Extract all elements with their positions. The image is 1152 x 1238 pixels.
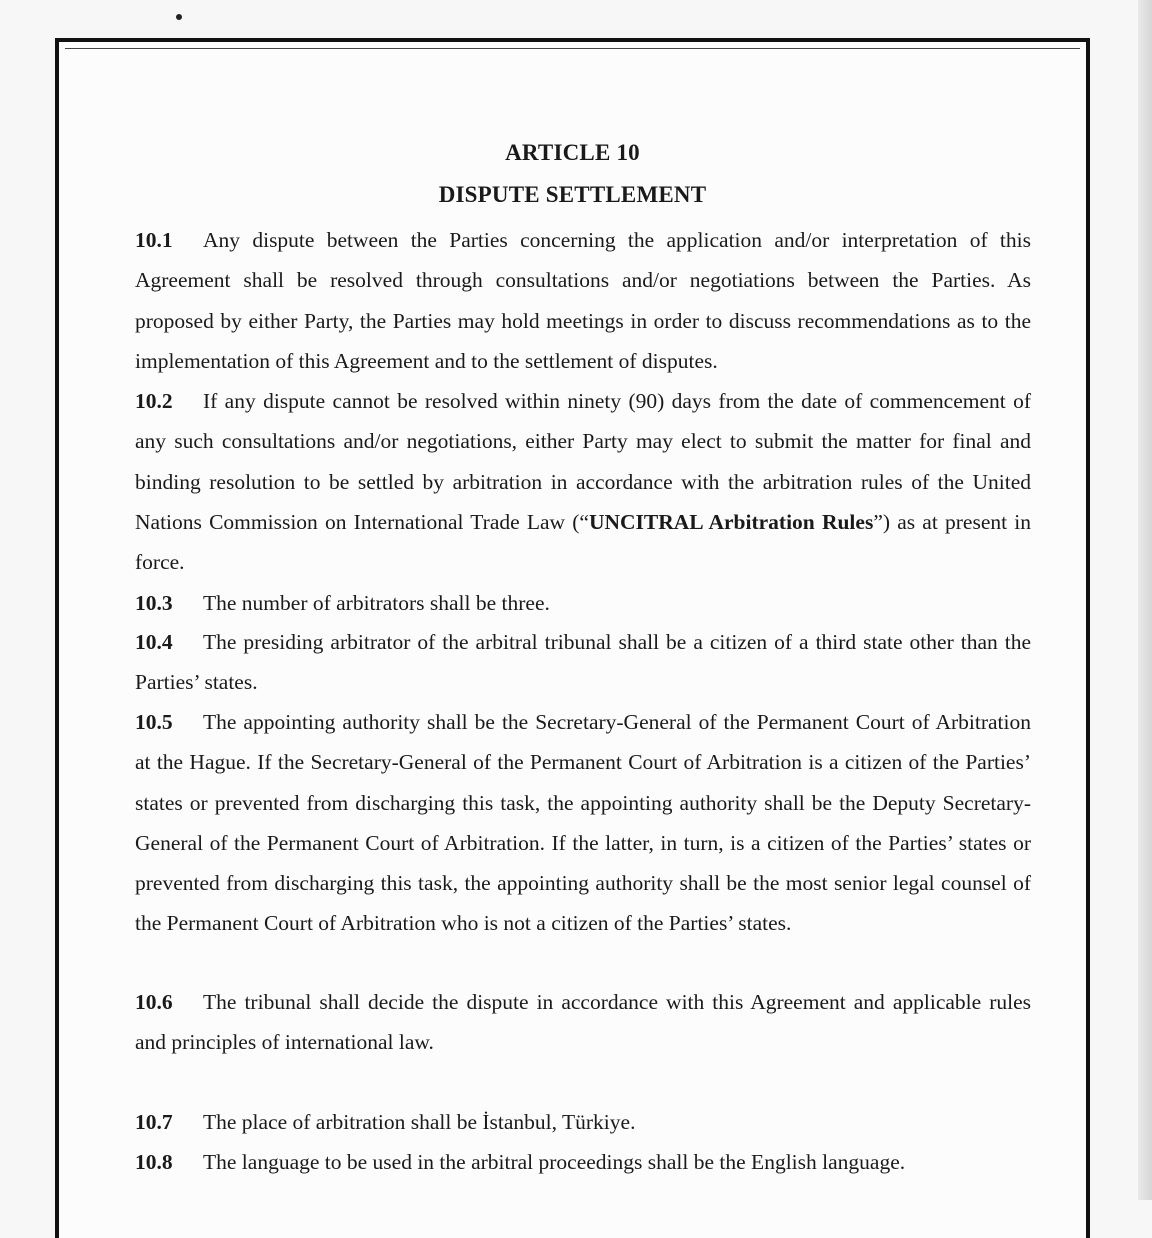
article-subtitle: DISPUTE SETTLEMENT (438, 182, 707, 207)
clause-text: The number of arbitrators shall be three. (203, 591, 550, 615)
article-title: ARTICLE 10 (505, 140, 640, 165)
clause-text: ”) as at present in force. (135, 509, 1031, 575)
clause-defined-term: UNCITRAL Arbitration Rules (588, 509, 874, 534)
clause-text: If any dispute cannot be resolved within ninety (90) days from the date of commencement of any such consultations and/or negotiations, either Party may elect to submit the matter for final and binding resolution to be settled by arbitration in accordance with the arbitration rules of the United Nations Commission on International Trade Law (“ (135, 389, 1031, 534)
clause-10-2 (135, 381, 1031, 582)
clause-text: The language to be used in the arbitral proceedings shall be the English language. (203, 1150, 906, 1174)
scan-edge (1138, 0, 1152, 1200)
clause-10-8 (135, 1142, 1031, 1182)
clause-number: 10.6 (135, 990, 173, 1014)
clause-10-3 (135, 583, 1031, 623)
clause-number: 10.5 (135, 710, 173, 734)
clause-text: The presiding arbitrator of the arbitral tribunal shall be a citizen of a third state other than the Parties’ states. (135, 630, 1031, 695)
scan-speck (176, 14, 182, 20)
clause-10-1 (135, 220, 1031, 381)
clause-number: 10.1 (135, 228, 173, 252)
clause-text: The tribunal shall decide the dispute in accordance with this Agreement and applicable rules and principles of international law. (135, 990, 1031, 1055)
clause-number: 10.8 (135, 1150, 173, 1174)
clause-number: 10.2 (135, 389, 173, 413)
clause-number: 10.3 (135, 591, 173, 615)
clause-number: 10.7 (135, 1110, 173, 1134)
clause-text: The place of arbitration shall be İstanbul, Türkiye. (203, 1110, 636, 1134)
clause-text: The appointing authority shall be the Secretary-General of the Permanent Court of Arbitration at the Hague. If the Secretary-General of the Permanent Court of Arbitration is a citizen of the Parties’ states or prevented from discharging this task, the appointing authority shall be the Deputy Secretary-General of the Permanent Court of Arbitration. If the latter, in turn, is a citizen of the Parties’ states or prevented from discharging this task, the appointing authority shall be the most senior legal counsel of the Permanent Court of Arbitration who is not a citizen of the Parties’ states. (135, 710, 1031, 936)
clause-10-6 (135, 982, 1031, 1063)
clause-10-7 (135, 1102, 1031, 1142)
clause-text: Any dispute between the Parties concerning the application and/or interpretation of this Agreement shall be resolved through consultations and/or negotiations between the Parties. As proposed by either Party, the Parties may hold meetings in order to discuss recommendations as to the implementation of this Agreement and to the settlement of disputes. (135, 228, 1031, 373)
document-page (55, 38, 1090, 1238)
clause-10-5 (135, 702, 1031, 944)
clause-10-4 (135, 622, 1031, 703)
page-frame-line (65, 48, 1080, 49)
clause-number: 10.4 (135, 630, 173, 654)
